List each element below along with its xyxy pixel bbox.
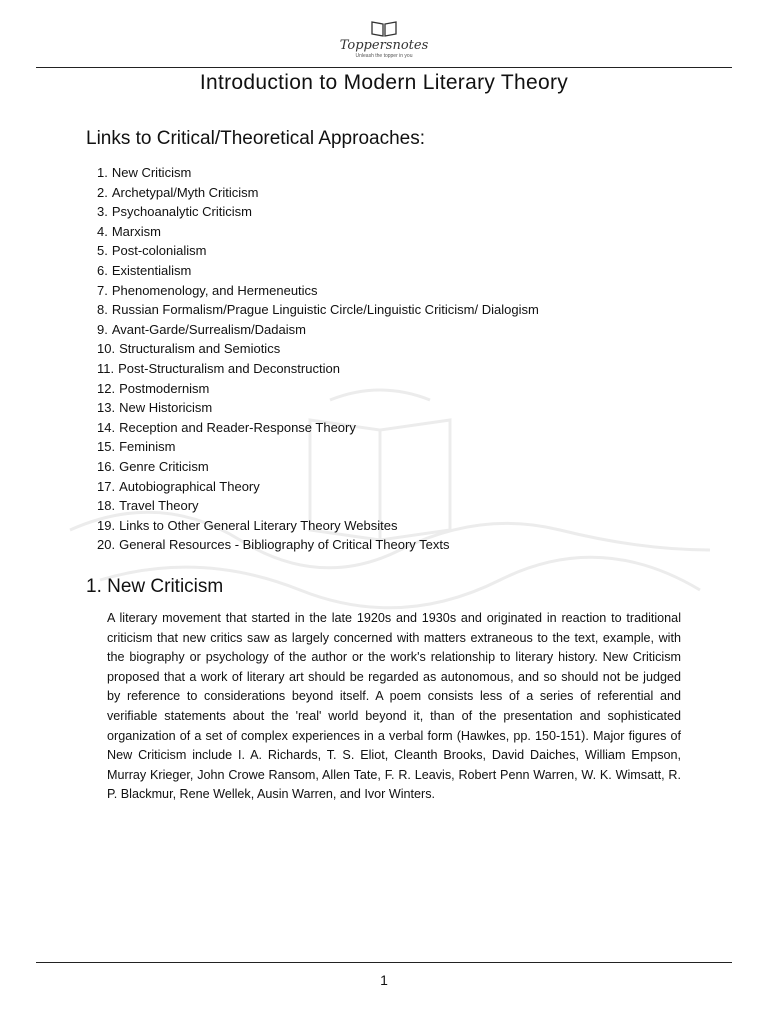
list-item[interactable]: 1. New Criticism <box>97 165 192 180</box>
list-item[interactable]: 16. Genre Criticism <box>97 458 209 474</box>
list-item[interactable]: 6. Existentialism <box>97 262 192 278</box>
list-item[interactable]: 8. Russian Formalism/Prague Linguistic Circle/Linguistic Criticism/ Dialogism <box>97 302 539 318</box>
approaches-list <box>97 163 539 555</box>
list-item[interactable]: 3. Psychoanalytic Criticism <box>97 204 252 220</box>
list-item[interactable]: 10. Structuralism and Semiotics <box>97 341 281 357</box>
footer-rule <box>36 962 732 963</box>
section-heading-new-criticism: 1. New Criticism <box>86 576 224 597</box>
header-rule <box>36 67 732 68</box>
book-icon <box>370 20 398 38</box>
list-item[interactable]: 2. Archetypal/Myth Criticism <box>97 184 259 200</box>
list-item[interactable]: 13. New Historicism <box>97 400 213 416</box>
list-item[interactable]: 17. Autobiographical Theory <box>97 478 260 494</box>
list-item[interactable]: 12. Postmodernism <box>97 380 210 396</box>
list-item[interactable]: 7. Phenomenology, and Hermeneutics <box>97 282 318 298</box>
list-item[interactable]: 4. Marxism <box>97 223 161 239</box>
list-item[interactable]: 15. Feminism <box>97 439 176 455</box>
links-heading: Links to Critical/Theoretical Approaches: <box>86 128 425 149</box>
list-item[interactable]: 11. Post-Structuralism and Deconstruction <box>97 360 340 376</box>
list-item[interactable]: 19. Links to Other General Literary Theory Websites <box>97 517 398 533</box>
list-item[interactable]: 18. Travel Theory <box>97 498 199 514</box>
document-title: Introduction to Modern Literary Theory <box>199 71 569 94</box>
header-logo <box>334 20 434 66</box>
list-item[interactable]: 20. General Resources - Bibliography of Critical Theory Texts <box>97 537 450 553</box>
page-number: 1 <box>380 972 388 988</box>
list-item[interactable]: 9. Avant-Garde/Surrealism/Dadaism <box>97 321 306 337</box>
logo-tagline: Unleash the topper in you <box>355 53 413 59</box>
new-criticism-paragraph: A literary movement that started in the late 1920s and 1930s and originated in reaction to traditional criticism that new critics saw as largely concerned with matters extraneous to the text, example, with the biography or psychology of the author or the work's relationship to literary history. New Criticism proposed that a work of literary art should be regarded as autonomous, and so should not be judged by reference to considerations beyond itself. A poem consists less of a series of referential and verifiable statements about the 'real' world beyond it, than of the presentation and sophisticated organization of a set of complex experiences in a verbal form (Hawkes, pp. 150-151). Major figures of New Criticism include I. A. Richards, T. S. Eliot, Cleanth Brooks, David Daiches, William Empson, Murray Krieger, John Crowe Ransom, Allen Tate, F. R. Leavis, Robert Penn Warren, W. K. Wimsatt, R. P. Blackmur, Rene Wellek, Ausin Warren, and Ivor Winters. <box>107 611 681 802</box>
list-item[interactable]: 5. Post-colonialism <box>97 243 207 259</box>
logo-name: Toppersnotes <box>339 38 429 53</box>
list-item[interactable]: 14. Reception and Reader-Response Theory <box>97 419 356 435</box>
